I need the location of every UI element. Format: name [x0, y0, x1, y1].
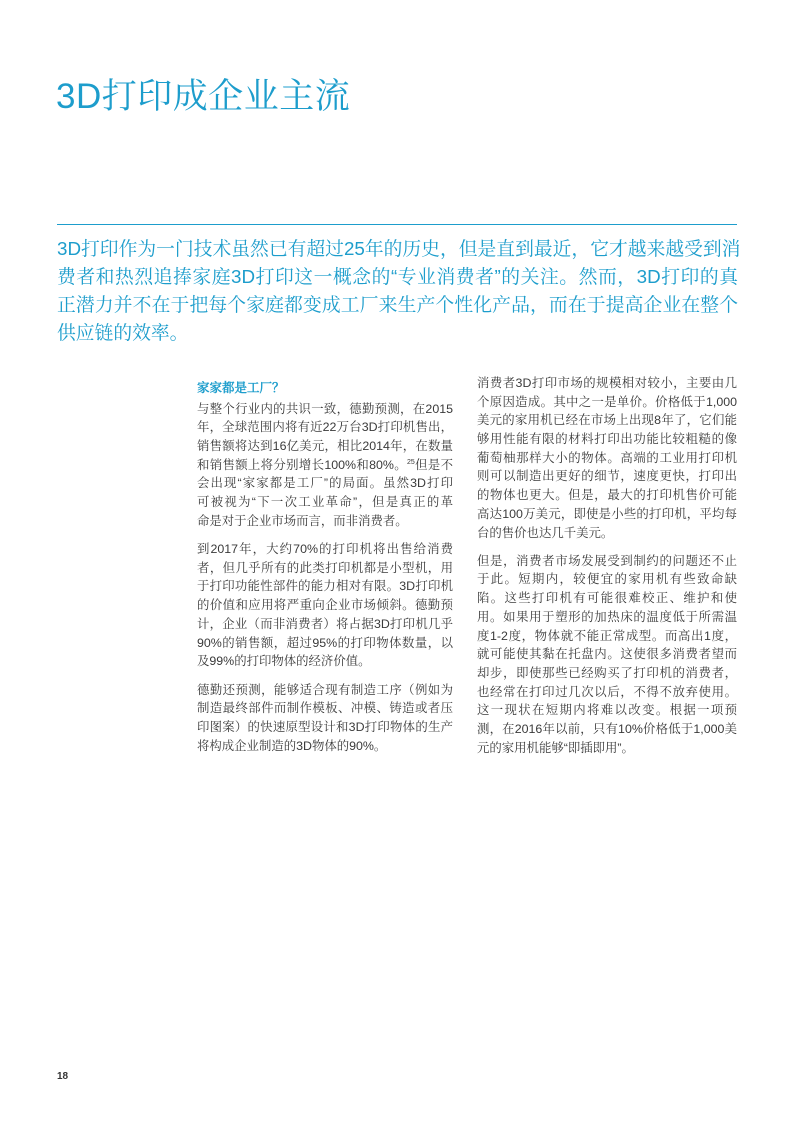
- text-line: 年，全球范围内将有近22万台3D打印机售出，: [197, 420, 453, 435]
- text-line: 度1-2度，物体就不能正常成型。而高出1度，: [477, 628, 737, 643]
- section-heading: 家家都是工厂？: [197, 381, 285, 395]
- lead-line: 费者和热烈追捧家庭3D打印这一概念的“专业消费者”的关注。然而，3D打印的真: [57, 266, 738, 287]
- text-segment: 但是不: [414, 457, 453, 472]
- text-line: 测，在2016年以前，只有10%价格低于1,000美: [477, 721, 737, 736]
- text-line: 90%的销售额，超过95%的打印物体数量，以: [197, 635, 453, 650]
- text-line: 与整个行业内的共识一致，德勤预测，在2015: [197, 401, 453, 416]
- body-paragraph: [477, 552, 737, 758]
- lead-line: 3D打印作为一门技术虽然已有超过25年的历史，但是直到最近，它才越来越受到消: [57, 238, 741, 259]
- text-line: 葡萄柚那样大小的物体。高端的工业用打印机: [477, 450, 737, 465]
- text-line: 就可能使其黏在托盘内。这使很多消费者望而: [477, 647, 737, 662]
- text-line: 于打印功能性部件的能力相对有限。3D打印机: [197, 579, 453, 594]
- text-line: 可被视为“下一次工业革命”，但是真正的革: [197, 495, 453, 510]
- body-paragraph: [197, 400, 453, 531]
- text-line: [197, 456, 453, 475]
- footnote-reference: 25: [407, 458, 415, 466]
- text-line: 印图案）的快速原型设计和3D打印物体的生产: [197, 719, 453, 734]
- text-line: 却步，即使那些已经购买了打印机的消费者，: [477, 665, 737, 680]
- text-line: 者，但几乎所有的此类打印机都是小型机，用: [197, 560, 453, 575]
- text-line: 高达100万美元，即使是小些的打印机，平均每: [477, 506, 737, 521]
- text-line: 消费者3D打印市场的规模相对较小，主要由几: [477, 376, 737, 390]
- page-number: 18: [57, 1071, 69, 1082]
- body-paragraph: [477, 374, 737, 542]
- text-line: 的价值和应用将严重向企业市场倾斜。德勤预: [197, 598, 453, 613]
- right-column: [477, 374, 737, 767]
- text-line: 陷。这些打印机有可能很难校正、维护和使: [477, 591, 737, 606]
- text-line: 到2017年，大约70%的打印机将出售给消费: [197, 542, 453, 557]
- text-line: 但是，消费者市场发展受到制约的问题还不止: [477, 553, 737, 568]
- text-line: 德勤还预测，能够适合现有制造工序（例如为: [197, 682, 453, 697]
- text-line: 元的家用机能够“即插即用”。: [477, 740, 634, 755]
- text-line: 销售额将达到16亿美元，相比2014年，在数量: [197, 439, 453, 454]
- text-line: 美元的家用机已经在市场上出现8年了，它们能: [477, 413, 737, 428]
- text-line: 将构成企业制造的3D物体的90%。: [197, 738, 387, 753]
- lead-line: 正潜力并不在于把每个家庭都变成工厂来生产个性化产品，而在于提高企业在整个: [57, 294, 738, 315]
- text-line: 台的售价也达几千美元。: [477, 525, 614, 540]
- text-line: 个原因造成。其中之一是单价。价格低于1,000: [477, 394, 737, 409]
- body-paragraph: [197, 540, 453, 671]
- text-line: 这一现状在短期内将难以改变。根据一项预: [477, 703, 737, 718]
- text-line: 于此。短期内，较便宜的家用机有些致命缺: [477, 572, 737, 587]
- lead-line: 供应链的效率。: [57, 322, 189, 343]
- title-divider: [57, 224, 737, 225]
- text-line: 则可以制造出更好的细节，速度更快，打印出: [477, 469, 737, 484]
- text-line: 会出现“家家都是工厂”的局面。虽然3D打印: [197, 476, 453, 491]
- text-segment: 和销售额上将分别增长100%和80%。: [197, 457, 407, 472]
- page-title: 3D打印成企业主流: [56, 77, 351, 117]
- text-line: 命是对于企业市场而言，而非消费者。: [197, 513, 408, 528]
- lead-paragraph: [57, 235, 741, 347]
- text-line: 也经常在打印过几次以后，不得不放弃使用。: [477, 684, 737, 699]
- text-line: 用。如果用于塑形的加热床的温度低于所需温: [477, 609, 737, 624]
- left-column: [197, 379, 453, 765]
- text-line: 的物体也更大。但是，最大的打印机售价可能: [477, 488, 737, 503]
- text-line: 计，企业（而非消费者）将占据3D打印机几乎: [197, 616, 453, 631]
- text-line: 制造最终部件而制作模板、冲模、铸造或者压: [197, 701, 453, 716]
- text-line: 及99%的打印物体的经济价值。: [197, 654, 371, 669]
- text-line: 够用性能有限的材料打印出功能比较粗糙的像: [477, 432, 737, 447]
- body-paragraph: [197, 681, 453, 756]
